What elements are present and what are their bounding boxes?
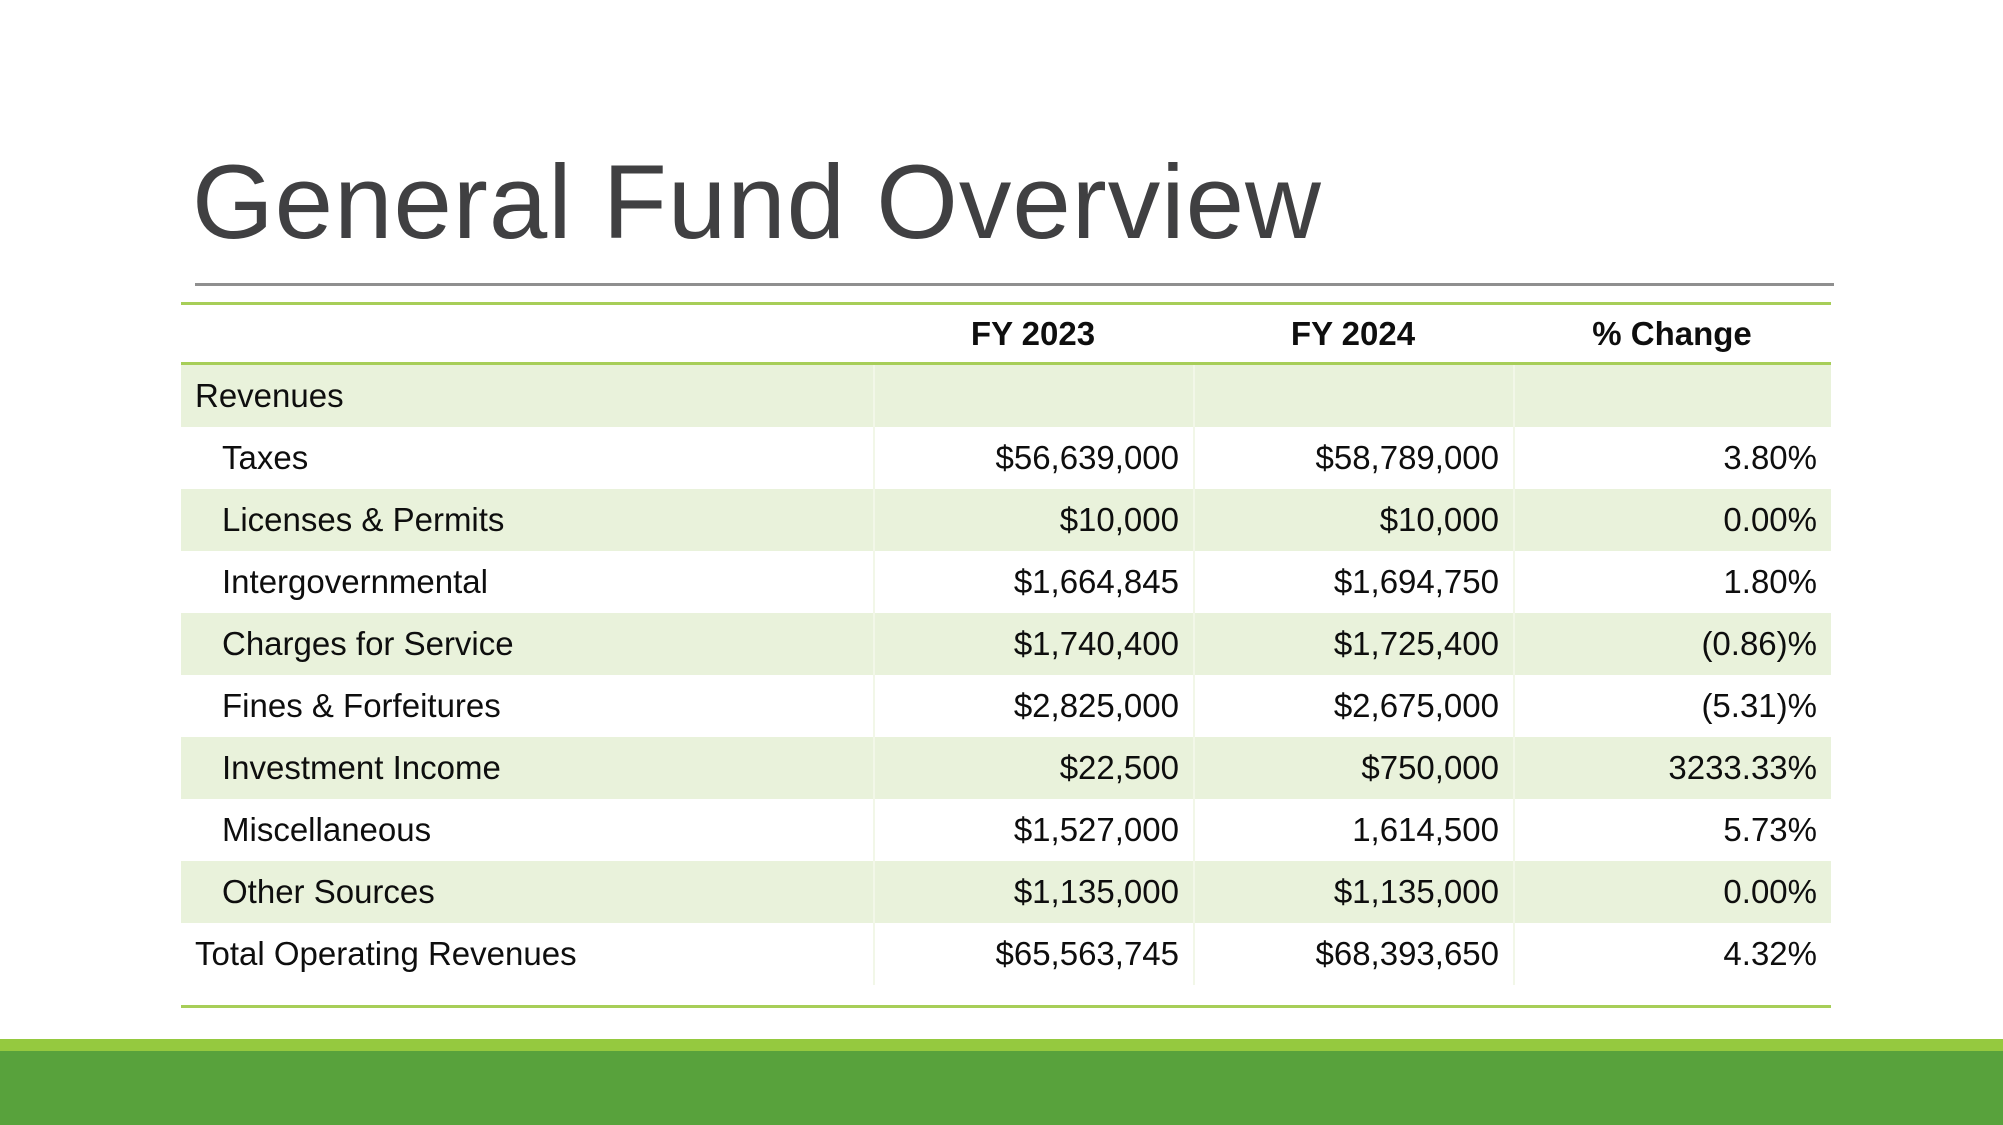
table-row-investment-income <box>181 737 1831 799</box>
row-label-cell: Total Operating Revenues <box>195 935 577 972</box>
percent-change-value-cell: (0.86)% <box>1513 613 1831 675</box>
title-underline <box>195 283 1834 286</box>
fy2023-value-cell: $2,825,000 <box>873 675 1193 737</box>
row-label-cell: Fines & Forfeitures <box>222 687 501 724</box>
percent-change-value-cell: 4.32% <box>1513 923 1831 985</box>
fy2024-value-cell: $1,135,000 <box>1193 861 1513 923</box>
header-cell-fy2023: FY 2023 <box>970 314 1096 352</box>
percent-change-value-cell: (5.31)% <box>1513 675 1831 737</box>
table-row-charges-for-service <box>181 613 1831 675</box>
percent-change-value-cell: 5.73% <box>1513 799 1831 861</box>
general-fund-table <box>181 302 1831 1008</box>
fy2023-value-cell: $1,135,000 <box>873 861 1193 923</box>
percent-change-value-cell: 1.80% <box>1513 551 1831 613</box>
table-bottom-border <box>181 1005 1831 1008</box>
row-label-cell: Investment Income <box>222 749 501 786</box>
fy2023-value-cell: $10,000 <box>873 489 1193 551</box>
row-label-cell: Taxes <box>222 439 309 476</box>
fy2024-value-cell: $1,694,750 <box>1193 551 1513 613</box>
header-cell-blank <box>181 305 873 362</box>
fy2023-value-cell: $1,664,845 <box>873 551 1193 613</box>
table-row-revenues <box>181 365 1831 427</box>
header-cell-change: % Change <box>1592 314 1752 352</box>
percent-change-value-cell: 0.00% <box>1513 861 1831 923</box>
fy2023-value-cell: $1,527,000 <box>873 799 1193 861</box>
table-row-miscellaneous <box>181 799 1831 861</box>
fy2024-value-cell: $750,000 <box>1193 737 1513 799</box>
bottom-accent-bar-light <box>0 1039 2003 1051</box>
table-bottom-gap <box>181 985 1831 1005</box>
table-row-intergovernmental <box>181 551 1831 613</box>
fy2023-value-cell <box>873 365 1193 427</box>
table-row-licenses-permits <box>181 489 1831 551</box>
percent-change-value-cell: 0.00% <box>1513 489 1831 551</box>
table-header-row <box>181 305 1831 365</box>
fy2024-value-cell: $58,789,000 <box>1193 427 1513 489</box>
row-label-cell: Charges for Service <box>222 625 514 662</box>
percent-change-value-cell: 3233.33% <box>1513 737 1831 799</box>
fy2023-value-cell: $56,639,000 <box>873 427 1193 489</box>
row-label-cell: Miscellaneous <box>222 811 432 848</box>
header-cell-fy2024: FY 2024 <box>1290 314 1416 352</box>
table-row-taxes <box>181 427 1831 489</box>
fy2024-value-cell: 1,614,500 <box>1193 799 1513 861</box>
row-label-cell: Licenses & Permits <box>222 501 505 538</box>
row-label-cell: Revenues <box>195 377 344 414</box>
fy2024-value-cell: $1,725,400 <box>1193 613 1513 675</box>
row-label-cell: Other Sources <box>222 873 435 910</box>
fy2024-value-cell: $68,393,650 <box>1193 923 1513 985</box>
percent-change-value-cell: 3.80% <box>1513 427 1831 489</box>
fy2024-value-cell: $10,000 <box>1193 489 1513 551</box>
table-row-total-operating-revenues <box>181 923 1831 985</box>
fy2024-value-cell <box>1193 365 1513 427</box>
percent-change-value-cell <box>1513 365 1831 427</box>
row-label-cell: Intergovernmental <box>222 563 488 600</box>
fy2023-value-cell: $1,740,400 <box>873 613 1193 675</box>
fy2023-value-cell: $65,563,745 <box>873 923 1193 985</box>
bottom-accent-bar-dark <box>0 1051 2003 1125</box>
fy2024-value-cell: $2,675,000 <box>1193 675 1513 737</box>
table-row-other-sources <box>181 861 1831 923</box>
table-row-fines-forfeitures <box>181 675 1831 737</box>
fy2023-value-cell: $22,500 <box>873 737 1193 799</box>
page-title: General Fund Overview <box>192 144 1322 261</box>
